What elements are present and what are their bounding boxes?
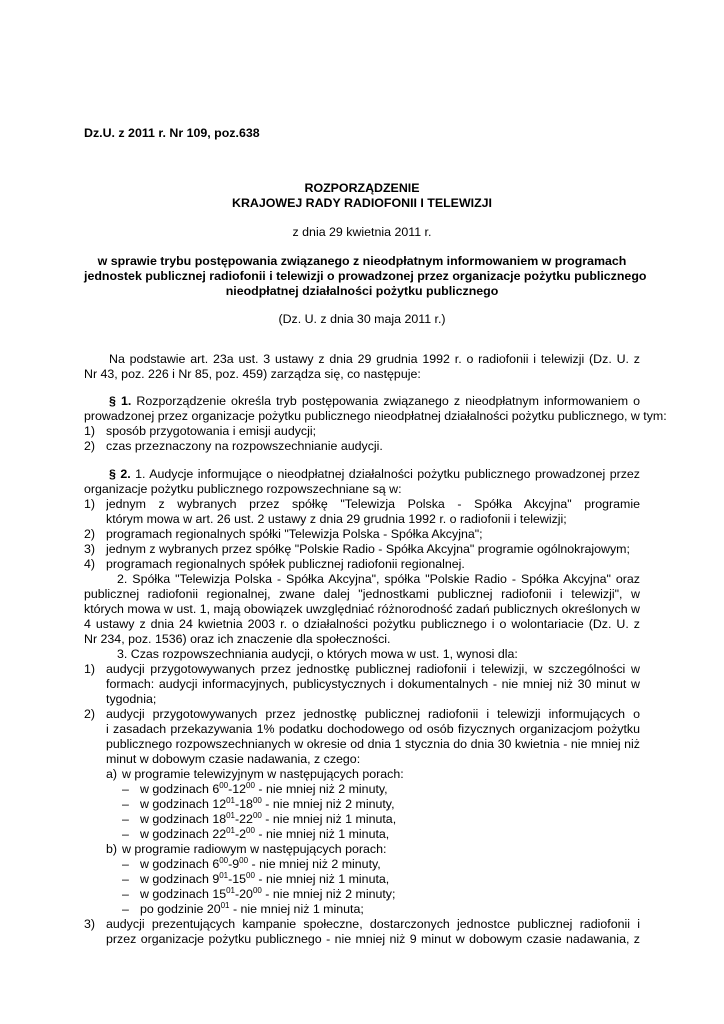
list-number: 2): [84, 527, 96, 541]
list-number: 2): [84, 439, 96, 453]
paragraph-3-line: 3. Czas rozpowszechniania audycji, o których mowa w ust. 1, wynosi dla:: [117, 647, 518, 661]
act-type-title: ROZPORZĄDZENIE: [304, 181, 420, 195]
dash-bullet: –: [122, 857, 129, 871]
dash-bullet: –: [122, 797, 129, 811]
list-continuation: i zasadach przekazywania 1% podatku dochodowego od osób fizycznych organizacjom pożytku: [106, 722, 640, 736]
dash-bullet: –: [122, 872, 129, 886]
list-continuation: przez organizacje pożytku publicznego - nie mniej niż 9 minut w dobowym czasie nadawania, z: [106, 932, 640, 946]
list-continuation: formach: audycji informacyjnych, publicystycznych i dokumentalnych - nie mniej niż 30 minut w: [106, 677, 640, 691]
time-slot-text: w godzinach $6^{00}-9^{00}$ - nie mniej niż 2 minuty,: [140, 856, 381, 871]
preamble-line: Na podstawie art. 23a ust. 3 ustawy z dnia 29 grudnia 1992 r. o radiofonii i telewizji (Dz. U. z: [109, 352, 640, 366]
section-1-text: Rozporządzenie określa tryb postępowania związanego z nieodpłatnym informowaniem o: [131, 394, 640, 408]
sub-text: w programie radiowym w następujących porach:: [122, 842, 387, 856]
time-slot-text: w godzinach $9^{01}-15^{00}$ - nie mniej niż 1 minuta,: [140, 871, 390, 886]
section-1-mark: § 1.: [109, 394, 132, 408]
list-text: programach regionalnych spółki "Telewizja Polska - Spółka Akcyjna";: [106, 527, 483, 541]
list-text: jednym z wybranych przez spółkę "Polskie Radio - Spółka Akcyjna" programie ogólnokrajowym;: [106, 542, 630, 556]
list-number: 4): [84, 557, 96, 571]
time-slot-text: w godzinach $12^{01}-18^{00}$ - nie mniej niż 2 minuty,: [140, 796, 395, 811]
time-slot-text: w godzinach $6^{00}-12^{00}$ - nie mniej niż 2 minuty,: [140, 781, 388, 796]
dash-bullet: –: [122, 887, 129, 901]
list-text: jednym z wybranych przez spółkę "Telewizja Polska - Spółka Akcyjna" programie: [106, 497, 640, 511]
list-continuation: minut w dobowym czasie nadawania, z czego:: [106, 752, 361, 766]
list-text: czas przeznaczony na rozpowszechnianie audycji.: [106, 439, 383, 453]
list-number: 3): [84, 917, 96, 931]
paragraph-2-line: 4 ustawy z dnia 24 kwietnia 2003 r. o działalności pożytku publicznego i o wolontariacie (Dz. U. z: [84, 617, 640, 631]
section-2-line: [109, 467, 640, 482]
list-continuation: tygodnia;: [106, 692, 157, 706]
list-number: 1): [84, 424, 96, 438]
time-slot-text: w godzinach $15^{01}-20^{00}$ - nie mniej niż 2 minuty;: [140, 886, 396, 901]
section-1-line: prowadzonej przez organizacje pożytku publicznego nieodpłatnej działalności pożytku publicznego, w tym:: [84, 409, 667, 423]
dash-bullet: –: [122, 812, 129, 826]
journal-reference: Dz.U. z 2011 r. Nr 109, poz.638: [84, 126, 260, 140]
time-slot-text: w godzinach $22^{01}-2^{00}$ - nie mniej niż 1 minuta,: [140, 826, 390, 841]
preamble-line: Nr 43, poz. 226 i Nr 85, poz. 459) zarządza się, co następuje:: [84, 367, 421, 381]
dash-bullet: –: [122, 902, 129, 916]
list-number: 1): [84, 497, 96, 511]
list-number: 1): [84, 662, 96, 676]
section-2-mark: § 2.: [109, 467, 131, 481]
list-text: programach regionalnych spółek publicznej radiofonii regionalnej.: [106, 557, 465, 571]
publication-note: (Dz. U. z dnia 30 maja 2011 r.): [278, 312, 446, 326]
sub-letter: a): [106, 767, 118, 781]
list-text: audycji przygotowywanych przez jednostkę publicznej radiofonii i telewizji, w szczególności w: [106, 662, 640, 676]
list-continuation: którym mowa w art. 26 ust. 2 ustawy z dnia 29 grudnia 1992 r. o radiofonii i telewizji;: [106, 512, 567, 526]
list-number: 2): [84, 707, 96, 721]
issuing-authority: KRAJOWEJ RADY RADIOFONII I TELEWIZJI: [232, 196, 492, 210]
section-1-line: [109, 394, 640, 409]
subject-line: w sprawie trybu postępowania związanego z nieodpłatnym informowaniem w programach: [97, 254, 627, 268]
paragraph-2-line: publicznej radiofonii regionalnej, zwane dalej "jednostkami publicznej radiofonii i telewizji", w: [84, 587, 640, 601]
dash-bullet: –: [122, 782, 129, 796]
section-2-line: organizacje pożytku publicznego rozpowszechniane są w:: [84, 482, 402, 496]
paragraph-2-line: których mowa w ust. 1, mają obowiązek uwzględniać różnorodność zadań publicznych określonych w: [84, 602, 640, 616]
time-slot-text: w godzinach $18^{01}-22^{00}$ - nie mniej niż 1 minuta,: [140, 811, 397, 826]
section-2-text: 1. Audycje informujące o nieodpłatnej działalności pożytku publicznego prowadzonej przez: [130, 467, 640, 481]
dash-bullet: –: [122, 827, 129, 841]
sub-text: w programie telewizyjnym w następujących porach:: [122, 767, 404, 781]
list-number: 3): [84, 542, 96, 556]
subject-line: nieodpłatnej działalności pożytku publicznego: [225, 284, 499, 298]
list-text: sposób przygotowania i emisji audycji;: [106, 424, 317, 438]
list-text: audycji przygotowywanych przez jednostkę publicznej radiofonii i telewizji informujących o: [106, 707, 640, 721]
sub-letter: b): [106, 842, 118, 856]
list-text: audycji prezentujących kampanie społeczne, dostarczonych jednostce publicznej radiofonii i: [106, 917, 640, 931]
act-date: z dnia 29 kwietnia 2011 r.: [292, 225, 432, 239]
paragraph-2-line: Nr 234, poz. 1536) oraz ich znaczenie dla społeczności.: [84, 632, 391, 646]
time-slot-text: po godzinie $20^{01}$ - nie mniej niż 1 minuta;: [140, 901, 364, 916]
subject-line: jednostek publicznej radiofonii i telewizji o prowadzonej przez organizacje pożytku publicznego: [84, 269, 647, 283]
list-continuation: publicznego rozpowszechnianych w okresie od dnia 1 stycznia do dnia 30 kwietnia - nie mniej niż: [106, 737, 640, 751]
paragraph-2-line: 2. Spółka "Telewizja Polska - Spółka Akcyjna", spółka "Polskie Radio - Spółka Akcyjna" oraz: [117, 572, 640, 586]
